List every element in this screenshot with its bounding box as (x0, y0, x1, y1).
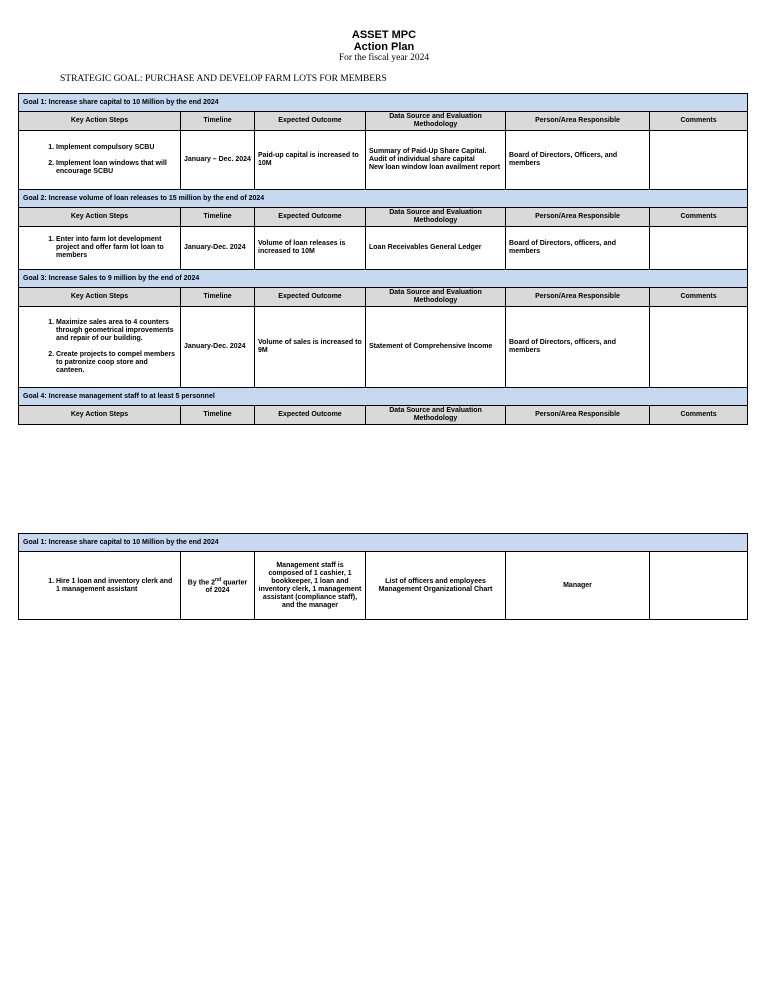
column-header: Comments (650, 112, 748, 131)
action-step: 2. Implement loan windows that will encourage SCBU (56, 160, 177, 176)
table-row (19, 552, 748, 620)
timeline-cell (181, 552, 255, 620)
timeline-cell: January – Dec. 2024 (181, 131, 255, 190)
column-header: Person/Area Responsible (506, 406, 650, 425)
comments-cell (650, 227, 748, 270)
key-action-steps-cell (19, 131, 181, 190)
responsible-cell: Manager (506, 552, 650, 620)
column-header: Key Action Steps (19, 406, 181, 425)
goal-row (19, 270, 748, 288)
responsible-cell: Board of Directors, officers, and members (506, 307, 650, 388)
column-header: Comments (650, 288, 748, 307)
goal-row (19, 190, 748, 208)
document-title: Action Plan (353, 41, 415, 53)
action-step: 1. Implement compulsory SCBU (56, 144, 177, 152)
comments-cell (650, 552, 748, 620)
goal-row (19, 388, 748, 406)
expected-outcome-cell: Volume of sales is increased to 9M (255, 307, 366, 388)
table-row (19, 307, 748, 388)
strategic-goal: STRATEGIC GOAL: PURCHASE AND DEVELOP FARM LOTS FOR MEMBERS (60, 74, 387, 84)
column-header-row (19, 406, 748, 425)
expected-outcome-cell: Management staff is composed of 1 cashier, 1 bookkeeper, 1 loan and inventory clerk, 1 management assistant (compliance staff), and the manager (255, 552, 366, 620)
action-step: 2. Create projects to compel members to patronize coop store and canteen. (56, 351, 177, 375)
column-header: Key Action Steps (19, 112, 181, 131)
table-row (19, 131, 748, 190)
column-header-row (19, 112, 748, 131)
column-header: Data Source and Evaluation Methodology (366, 112, 506, 131)
column-header: Key Action Steps (19, 288, 181, 307)
action-step: 1. Hire 1 loan and inventory clerk and 1 management assistant (56, 578, 177, 594)
timeline-text: By the 2 (187, 579, 216, 587)
key-action-steps-cell (19, 552, 181, 620)
expected-outcome-cell: Paid-up capital is increased to 10M (255, 131, 366, 190)
column-header-row (19, 208, 748, 227)
goal-row (19, 94, 748, 112)
document-subtitle: For the fiscal year 2024 (338, 53, 430, 63)
key-action-steps-cell (19, 307, 181, 388)
data-source-line: Summary of Paid-Up Share Capital. (369, 148, 487, 155)
goal-title: Goal 1: Increase share capital to 10 Million by the end 2024 (19, 94, 748, 112)
timeline-text: quarter of 2024 (205, 579, 248, 595)
column-header: Key Action Steps (19, 208, 181, 227)
goal-title: Goal 2: Increase volume of loan releases to 15 million by the end of 2024 (19, 190, 748, 208)
responsible-cell: Board of Directors, officers, and members (506, 227, 650, 270)
data-source-line: New loan window loan availment report (369, 164, 501, 171)
responsible-cell: Board of Directors, Officers, and members (506, 131, 650, 190)
column-header: Timeline (181, 406, 255, 425)
column-header: Timeline (181, 288, 255, 307)
column-header: Expected Outcome (255, 112, 366, 131)
data-source-cell: Loan Receivables General Ledger (366, 227, 506, 270)
data-source-line: Audit of individual share capital (369, 156, 475, 163)
column-header: Timeline (181, 112, 255, 131)
goal-title: Goal 4: Increase management staff to at least 5 personnel (19, 388, 748, 406)
data-source-cell (366, 552, 506, 620)
column-header: Expected Outcome (255, 406, 366, 425)
column-header: Data Source and Evaluation Methodology (366, 288, 506, 307)
goal-title: Goal 1: Increase share capital to 10 Million by the end 2024 (19, 534, 748, 552)
timeline-cell: January-Dec. 2024 (181, 307, 255, 388)
key-action-steps-cell (19, 227, 181, 270)
comments-cell (650, 307, 748, 388)
goal-row (19, 534, 748, 552)
column-header: Expected Outcome (255, 208, 366, 227)
goal-title: Goal 3: Increase Sales to 9 million by the end of 2024 (19, 270, 748, 288)
expected-outcome-cell: Volume of loan releases is increased to 10M (255, 227, 366, 270)
action-step: 1. Maximize sales area to 4 counters through geometrical improvements and repair of our building. (56, 319, 177, 343)
data-source-cell: Statement of Comprehensive Income (366, 307, 506, 388)
continuation-table (18, 533, 748, 620)
column-header: Person/Area Responsible (506, 112, 650, 131)
action-plan-table (18, 93, 748, 425)
data-source-line: List of officers and employees (385, 577, 486, 585)
table-row (19, 227, 748, 270)
comments-cell (650, 131, 748, 190)
column-header: Expected Outcome (255, 288, 366, 307)
column-header: Comments (650, 406, 748, 425)
timeline-ordinal: nd (215, 576, 222, 583)
column-header: Data Source and Evaluation Methodology (366, 406, 506, 425)
column-header: Timeline (181, 208, 255, 227)
column-header: Data Source and Evaluation Methodology (366, 208, 506, 227)
data-source-line: Management Organizational Chart (378, 585, 493, 593)
timeline-cell: January-Dec. 2024 (181, 227, 255, 270)
column-header: Person/Area Responsible (506, 288, 650, 307)
data-source-cell (366, 131, 506, 190)
action-step: 1. Enter into farm lot development project and offer farm lot loan to members (56, 236, 177, 260)
organization-name: ASSET MPC (351, 29, 417, 41)
column-header-row (19, 288, 748, 307)
column-header: Person/Area Responsible (506, 208, 650, 227)
column-header: Comments (650, 208, 748, 227)
